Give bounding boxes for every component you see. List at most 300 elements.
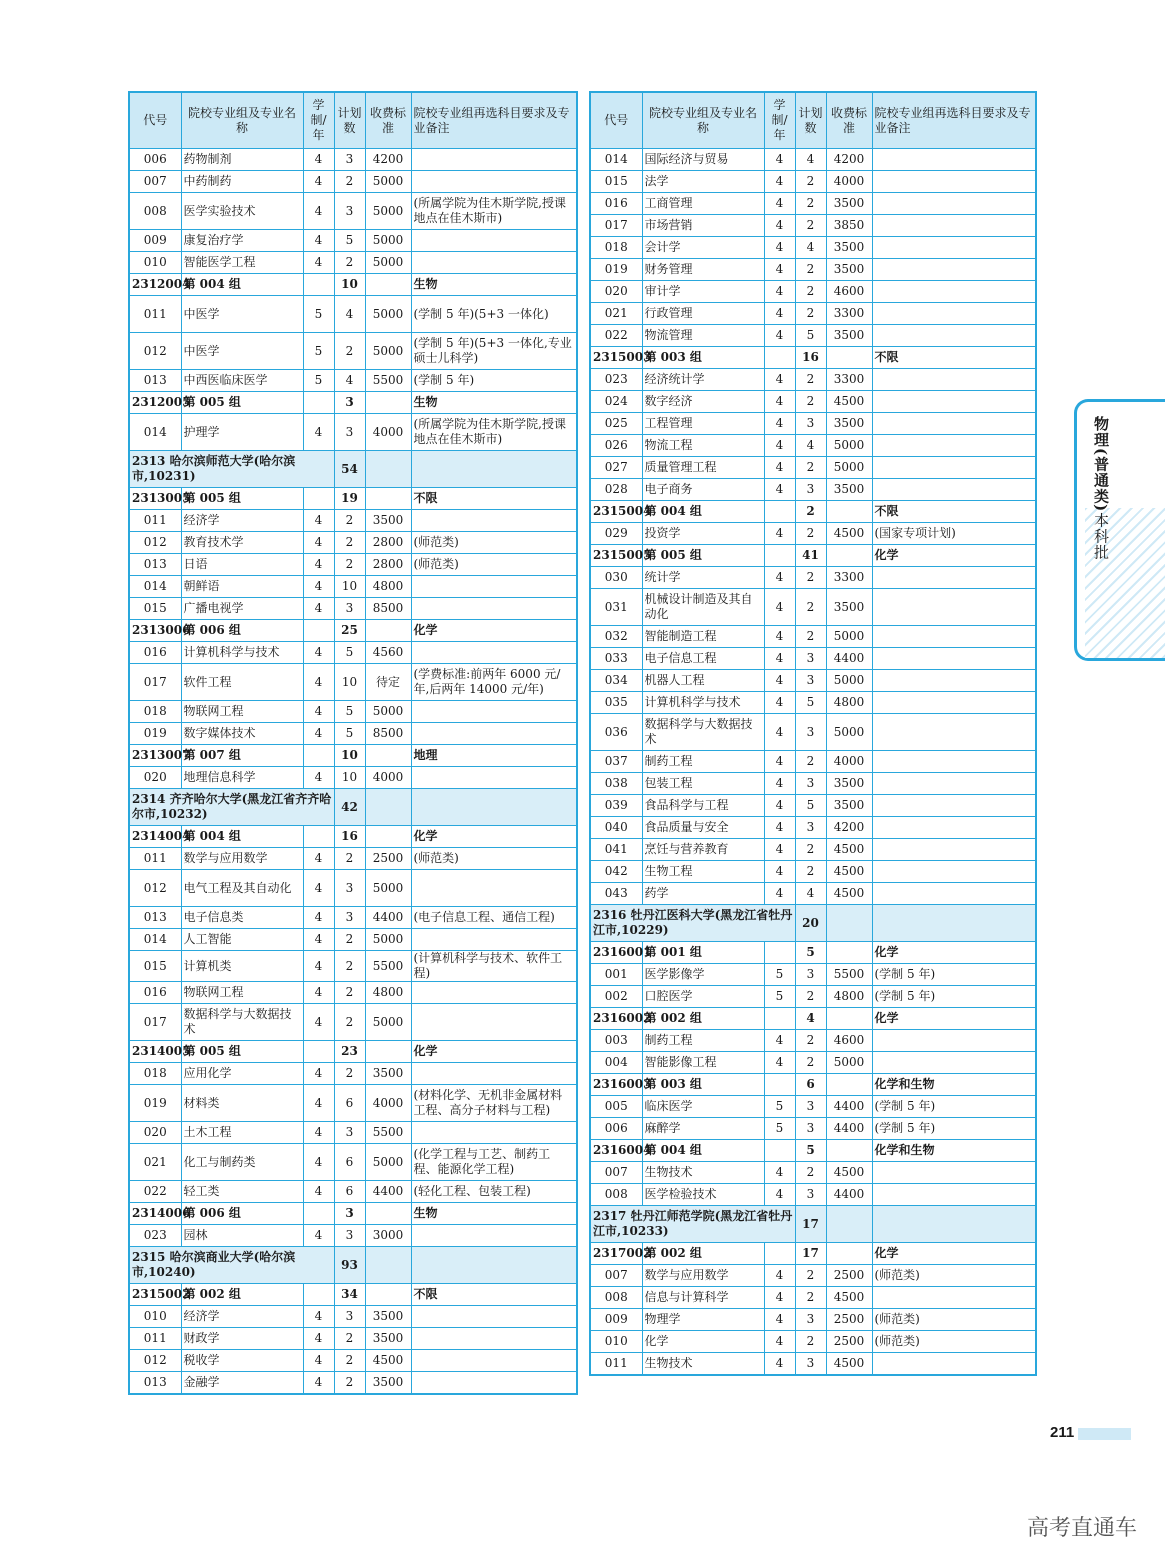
major-name: 地理信息科学 xyxy=(181,767,303,789)
fee-cell xyxy=(365,1203,411,1225)
major-row xyxy=(590,773,1036,795)
fee-cell xyxy=(826,905,872,942)
major-name: 制药工程 xyxy=(642,1030,764,1052)
major-row xyxy=(129,1181,577,1203)
major-row xyxy=(129,554,577,576)
major-row xyxy=(129,1144,577,1181)
plan-count: 2 xyxy=(795,1265,826,1287)
subject-requirement: 不限 xyxy=(872,501,1036,523)
subject-requirement: 化学 xyxy=(872,942,1036,964)
plan-count: 2 xyxy=(334,951,365,982)
major-note: (师范类) xyxy=(872,1309,1036,1331)
plan-count: 10 xyxy=(334,576,365,598)
fee-cell: 4200 xyxy=(826,149,872,171)
major-name: 广播电视学 xyxy=(181,598,303,620)
fee-cell: 5000 xyxy=(826,626,872,648)
plan-count: 4 xyxy=(795,1008,826,1030)
plan-count: 2 xyxy=(334,333,365,370)
major-code: 023 xyxy=(590,369,642,391)
major-code: 029 xyxy=(590,523,642,545)
plan-count: 2 xyxy=(795,1052,826,1074)
major-code: 030 xyxy=(590,567,642,589)
fee-cell: 5500 xyxy=(365,951,411,982)
group-code: 2314005 xyxy=(129,1041,181,1063)
fee-cell: 3500 xyxy=(826,479,872,501)
years-cell: 4 xyxy=(764,1184,795,1206)
major-note xyxy=(872,479,1036,501)
plan-count: 2 xyxy=(795,369,826,391)
fee-cell: 4560 xyxy=(365,642,411,664)
years-cell: 4 xyxy=(303,907,334,929)
years-cell: 4 xyxy=(764,303,795,325)
major-row xyxy=(590,391,1036,413)
years-cell: 5 xyxy=(764,964,795,986)
major-name: 教育技术学 xyxy=(181,532,303,554)
major-code: 020 xyxy=(590,281,642,303)
major-code: 027 xyxy=(590,457,642,479)
major-name: 物联网工程 xyxy=(181,982,303,1004)
major-name: 审计学 xyxy=(642,281,764,303)
years-cell: 4 xyxy=(764,391,795,413)
major-code: 004 xyxy=(590,1052,642,1074)
years-cell: 4 xyxy=(303,1085,334,1122)
plan-count: 2 xyxy=(795,751,826,773)
plan-count: 6 xyxy=(334,1085,365,1122)
group-name: 第 005 组 xyxy=(181,488,303,510)
major-code: 011 xyxy=(129,1328,181,1350)
major-row xyxy=(129,193,577,230)
major-row xyxy=(129,510,577,532)
group-name: 第 002 组 xyxy=(181,1284,303,1306)
fee-cell xyxy=(365,274,411,296)
plan-count: 41 xyxy=(795,545,826,567)
plan-count: 2 xyxy=(795,171,826,193)
major-row xyxy=(129,532,577,554)
major-name: 工商管理 xyxy=(642,193,764,215)
major-note xyxy=(872,259,1036,281)
major-note xyxy=(872,567,1036,589)
group-code: 2315004 xyxy=(590,501,642,523)
fee-cell: 8500 xyxy=(365,723,411,745)
major-name: 计算机科学与技术 xyxy=(181,642,303,664)
major-name: 医学影像学 xyxy=(642,964,764,986)
major-note xyxy=(411,929,577,951)
plan-count: 2 xyxy=(795,303,826,325)
major-code: 021 xyxy=(129,1144,181,1181)
major-row xyxy=(129,664,577,701)
fee-cell: 2500 xyxy=(826,1309,872,1331)
table-body-left xyxy=(129,149,577,1395)
years-cell: 4 xyxy=(303,664,334,701)
major-code: 032 xyxy=(590,626,642,648)
group-name: 第 007 组 xyxy=(181,745,303,767)
major-name: 经济统计学 xyxy=(642,369,764,391)
group-code: 2316003 xyxy=(590,1074,642,1096)
years-cell xyxy=(303,392,334,414)
major-code: 035 xyxy=(590,692,642,714)
major-note: (学制 5 年) xyxy=(872,964,1036,986)
major-note: (所属学院为佳木斯学院,授课地点在佳木斯市) xyxy=(411,414,577,451)
major-name: 生物技术 xyxy=(642,1353,764,1376)
major-row xyxy=(590,1052,1036,1074)
major-name: 电气工程及其自动化 xyxy=(181,870,303,907)
group-code: 2315002 xyxy=(129,1284,181,1306)
fee-cell: 4400 xyxy=(826,1184,872,1206)
major-code: 006 xyxy=(590,1118,642,1140)
major-code: 018 xyxy=(129,701,181,723)
years-cell: 4 xyxy=(303,576,334,598)
fee-cell: 4500 xyxy=(826,861,872,883)
years-cell: 4 xyxy=(764,325,795,347)
major-note xyxy=(872,670,1036,692)
major-note: (电子信息工程、通信工程) xyxy=(411,907,577,929)
major-row xyxy=(590,303,1036,325)
major-row xyxy=(590,626,1036,648)
major-note xyxy=(872,325,1036,347)
group-name: 第 005 组 xyxy=(181,392,303,414)
header-name: 院校专业组及专业名称 xyxy=(642,92,764,149)
fee-cell: 5500 xyxy=(365,1122,411,1144)
years-cell xyxy=(764,1008,795,1030)
plan-count: 2 xyxy=(795,501,826,523)
fee-cell: 4500 xyxy=(826,1162,872,1184)
major-row xyxy=(129,1350,577,1372)
plan-count: 2 xyxy=(795,1331,826,1353)
plan-count: 5 xyxy=(334,723,365,745)
years-cell: 4 xyxy=(303,1063,334,1085)
fee-cell: 5000 xyxy=(365,230,411,252)
major-note xyxy=(411,870,577,907)
plan-count: 2 xyxy=(795,193,826,215)
years-cell xyxy=(764,545,795,567)
header-plan: 计划数 xyxy=(334,92,365,149)
major-row xyxy=(129,723,577,745)
major-note xyxy=(872,817,1036,839)
plan-count: 42 xyxy=(334,789,365,826)
plan-count: 3 xyxy=(334,1122,365,1144)
fee-cell: 4500 xyxy=(365,1350,411,1372)
fee-cell: 3500 xyxy=(826,193,872,215)
table-body-right xyxy=(590,149,1036,1376)
fee-cell: 3500 xyxy=(826,795,872,817)
fee-cell xyxy=(826,942,872,964)
fee-cell: 4500 xyxy=(826,883,872,905)
plan-count: 3 xyxy=(795,1096,826,1118)
major-code: 041 xyxy=(590,839,642,861)
major-code: 037 xyxy=(590,751,642,773)
major-row xyxy=(129,414,577,451)
major-note xyxy=(872,369,1036,391)
years-cell xyxy=(303,745,334,767)
major-note: (计算机科学与技术、软件工程) xyxy=(411,951,577,982)
major-code: 017 xyxy=(129,1004,181,1041)
fee-cell xyxy=(365,745,411,767)
major-row xyxy=(129,1372,577,1395)
fee-cell: 3300 xyxy=(826,369,872,391)
major-row xyxy=(590,1118,1036,1140)
years-cell: 4 xyxy=(303,642,334,664)
major-row xyxy=(129,230,577,252)
major-code: 017 xyxy=(590,215,642,237)
subject-requirement: 化学 xyxy=(411,1041,577,1063)
major-note xyxy=(411,1306,577,1328)
major-note xyxy=(411,1372,577,1395)
plan-count: 25 xyxy=(334,620,365,642)
years-cell: 5 xyxy=(303,333,334,370)
university-row xyxy=(129,1247,577,1284)
fee-cell: 2500 xyxy=(365,848,411,870)
group-row xyxy=(590,545,1036,567)
major-note xyxy=(872,773,1036,795)
plan-count: 93 xyxy=(334,1247,365,1284)
major-row xyxy=(590,817,1036,839)
page-number: 211 xyxy=(1050,1424,1075,1441)
major-note xyxy=(872,1287,1036,1309)
fee-cell: 4000 xyxy=(826,751,872,773)
major-code: 028 xyxy=(590,479,642,501)
header-code: 代号 xyxy=(590,92,642,149)
major-code: 018 xyxy=(129,1063,181,1085)
major-code: 036 xyxy=(590,714,642,751)
major-note xyxy=(411,701,577,723)
plan-count: 5 xyxy=(334,642,365,664)
fee-cell: 4500 xyxy=(826,1353,872,1376)
fee-cell xyxy=(365,826,411,848)
major-row xyxy=(590,986,1036,1008)
plan-count: 17 xyxy=(795,1243,826,1265)
major-code: 022 xyxy=(129,1181,181,1203)
plan-count: 20 xyxy=(795,905,826,942)
fee-cell xyxy=(365,620,411,642)
major-row xyxy=(590,1353,1036,1376)
years-cell: 4 xyxy=(303,598,334,620)
plan-count: 6 xyxy=(334,1144,365,1181)
major-name: 临床医学 xyxy=(642,1096,764,1118)
major-row xyxy=(590,523,1036,545)
major-row xyxy=(129,370,577,392)
major-note xyxy=(872,435,1036,457)
years-cell: 4 xyxy=(764,795,795,817)
fee-cell: 3850 xyxy=(826,215,872,237)
major-note xyxy=(411,642,577,664)
years-cell: 4 xyxy=(764,171,795,193)
group-code: 2312004 xyxy=(129,274,181,296)
plan-count: 5 xyxy=(334,701,365,723)
major-row xyxy=(590,1331,1036,1353)
fee-cell: 4000 xyxy=(365,414,411,451)
plan-count: 2 xyxy=(795,861,826,883)
group-code: 2313007 xyxy=(129,745,181,767)
fee-cell: 4400 xyxy=(826,1118,872,1140)
subject-requirement: 不限 xyxy=(411,488,577,510)
fee-cell: 2800 xyxy=(365,532,411,554)
major-code: 005 xyxy=(590,1096,642,1118)
major-name: 数学与应用数学 xyxy=(642,1265,764,1287)
group-name: 第 005 组 xyxy=(642,545,764,567)
major-code: 043 xyxy=(590,883,642,905)
major-note xyxy=(872,1052,1036,1074)
major-code: 033 xyxy=(590,648,642,670)
major-name: 软件工程 xyxy=(181,664,303,701)
major-name: 经济学 xyxy=(181,510,303,532)
plan-count: 4 xyxy=(795,883,826,905)
years-cell: 4 xyxy=(764,1287,795,1309)
plan-count: 2 xyxy=(795,986,826,1008)
major-name: 麻醉学 xyxy=(642,1118,764,1140)
major-row xyxy=(590,964,1036,986)
major-name: 市场营销 xyxy=(642,215,764,237)
major-row xyxy=(129,701,577,723)
plan-count: 3 xyxy=(795,479,826,501)
fee-cell: 5000 xyxy=(365,1004,411,1041)
fee-cell xyxy=(826,1008,872,1030)
university-name: 2317 牡丹江师范学院(黑龙江省牡丹江市,10233) xyxy=(590,1206,795,1243)
plan-count: 2 xyxy=(334,171,365,193)
side-tab-category: 物理(普通类) xyxy=(1092,416,1110,513)
major-code: 013 xyxy=(129,370,181,392)
fee-cell: 3500 xyxy=(826,413,872,435)
major-row xyxy=(590,457,1036,479)
major-row xyxy=(590,435,1036,457)
major-note xyxy=(872,1162,1036,1184)
fee-cell: 4500 xyxy=(826,839,872,861)
major-code: 001 xyxy=(590,964,642,986)
major-name: 生物工程 xyxy=(642,861,764,883)
fee-cell: 3500 xyxy=(365,1372,411,1395)
fee-cell: 3300 xyxy=(826,567,872,589)
years-cell: 4 xyxy=(764,457,795,479)
plan-count: 3 xyxy=(795,714,826,751)
years-cell: 4 xyxy=(764,281,795,303)
watermark-text: 高考直通车 xyxy=(1027,1516,1138,1541)
plan-count: 2 xyxy=(334,554,365,576)
plan-count: 10 xyxy=(334,274,365,296)
fee-cell: 5000 xyxy=(826,457,872,479)
fee-cell: 2800 xyxy=(365,554,411,576)
major-code: 008 xyxy=(590,1287,642,1309)
major-note: (学制 5 年) xyxy=(872,986,1036,1008)
years-cell xyxy=(764,347,795,369)
header-fee: 收费标准 xyxy=(826,92,872,149)
major-row xyxy=(129,848,577,870)
years-cell: 4 xyxy=(303,951,334,982)
major-row xyxy=(590,1184,1036,1206)
plan-count: 2 xyxy=(795,1030,826,1052)
major-note xyxy=(411,1063,577,1085)
years-cell: 4 xyxy=(303,1144,334,1181)
major-name: 医学实验技术 xyxy=(181,193,303,230)
major-name: 康复治疗学 xyxy=(181,230,303,252)
major-row xyxy=(129,929,577,951)
major-code: 012 xyxy=(129,870,181,907)
plan-count: 5 xyxy=(795,942,826,964)
years-cell: 4 xyxy=(303,414,334,451)
fee-cell: 2500 xyxy=(826,1265,872,1287)
years-cell: 4 xyxy=(764,1309,795,1331)
major-note xyxy=(411,1225,577,1247)
major-code: 015 xyxy=(590,171,642,193)
major-row xyxy=(590,1096,1036,1118)
group-row xyxy=(129,1041,577,1063)
major-name: 医学检验技术 xyxy=(642,1184,764,1206)
major-note xyxy=(872,171,1036,193)
header-code: 代号 xyxy=(129,92,181,149)
major-row xyxy=(590,171,1036,193)
plan-count: 2 xyxy=(334,929,365,951)
fee-cell: 3500 xyxy=(365,510,411,532)
plan-count: 2 xyxy=(334,252,365,274)
table-header-row xyxy=(129,92,577,149)
major-name: 护理学 xyxy=(181,414,303,451)
years-cell: 4 xyxy=(764,1265,795,1287)
plan-count: 5 xyxy=(795,1140,826,1162)
years-cell: 4 xyxy=(764,149,795,171)
fee-cell: 3500 xyxy=(826,773,872,795)
major-code: 009 xyxy=(129,230,181,252)
major-note xyxy=(411,1122,577,1144)
plan-count: 3 xyxy=(795,1118,826,1140)
major-row xyxy=(129,767,577,789)
fee-cell: 5000 xyxy=(826,714,872,751)
major-row xyxy=(590,861,1036,883)
years-cell: 4 xyxy=(764,626,795,648)
fee-cell: 3500 xyxy=(365,1306,411,1328)
group-name: 第 006 组 xyxy=(181,620,303,642)
group-row xyxy=(129,274,577,296)
fee-cell xyxy=(365,451,411,488)
fee-cell xyxy=(826,1206,872,1243)
major-name: 智能制造工程 xyxy=(642,626,764,648)
years-cell: 4 xyxy=(303,1181,334,1203)
major-note: (师范类) xyxy=(411,848,577,870)
fee-cell xyxy=(365,1041,411,1063)
major-name: 质量管理工程 xyxy=(642,457,764,479)
major-code: 008 xyxy=(590,1184,642,1206)
fee-cell: 5000 xyxy=(826,435,872,457)
major-name: 工程管理 xyxy=(642,413,764,435)
years-cell: 4 xyxy=(764,817,795,839)
major-row xyxy=(129,1306,577,1328)
years-cell: 4 xyxy=(764,670,795,692)
years-cell xyxy=(303,620,334,642)
major-name: 园林 xyxy=(181,1225,303,1247)
major-name: 食品质量与安全 xyxy=(642,817,764,839)
years-cell: 4 xyxy=(303,230,334,252)
major-note xyxy=(872,149,1036,171)
major-code: 010 xyxy=(129,1306,181,1328)
years-cell: 4 xyxy=(764,523,795,545)
years-cell: 4 xyxy=(764,413,795,435)
major-name: 食品科学与工程 xyxy=(642,795,764,817)
plan-count: 2 xyxy=(334,532,365,554)
years-cell: 4 xyxy=(303,870,334,907)
major-row xyxy=(590,149,1036,171)
plan-count: 5 xyxy=(795,692,826,714)
years-cell: 4 xyxy=(303,929,334,951)
fee-cell: 5000 xyxy=(826,670,872,692)
years-cell: 4 xyxy=(303,1225,334,1247)
years-cell: 4 xyxy=(303,767,334,789)
fee-cell: 2500 xyxy=(826,1331,872,1353)
years-cell: 4 xyxy=(764,861,795,883)
major-note: (学制 5 年) xyxy=(411,370,577,392)
group-name: 第 006 组 xyxy=(181,1203,303,1225)
fee-cell: 4500 xyxy=(826,391,872,413)
fee-cell: 3500 xyxy=(826,589,872,626)
major-note xyxy=(411,252,577,274)
subject-requirement: 化学 xyxy=(411,826,577,848)
major-row xyxy=(129,576,577,598)
